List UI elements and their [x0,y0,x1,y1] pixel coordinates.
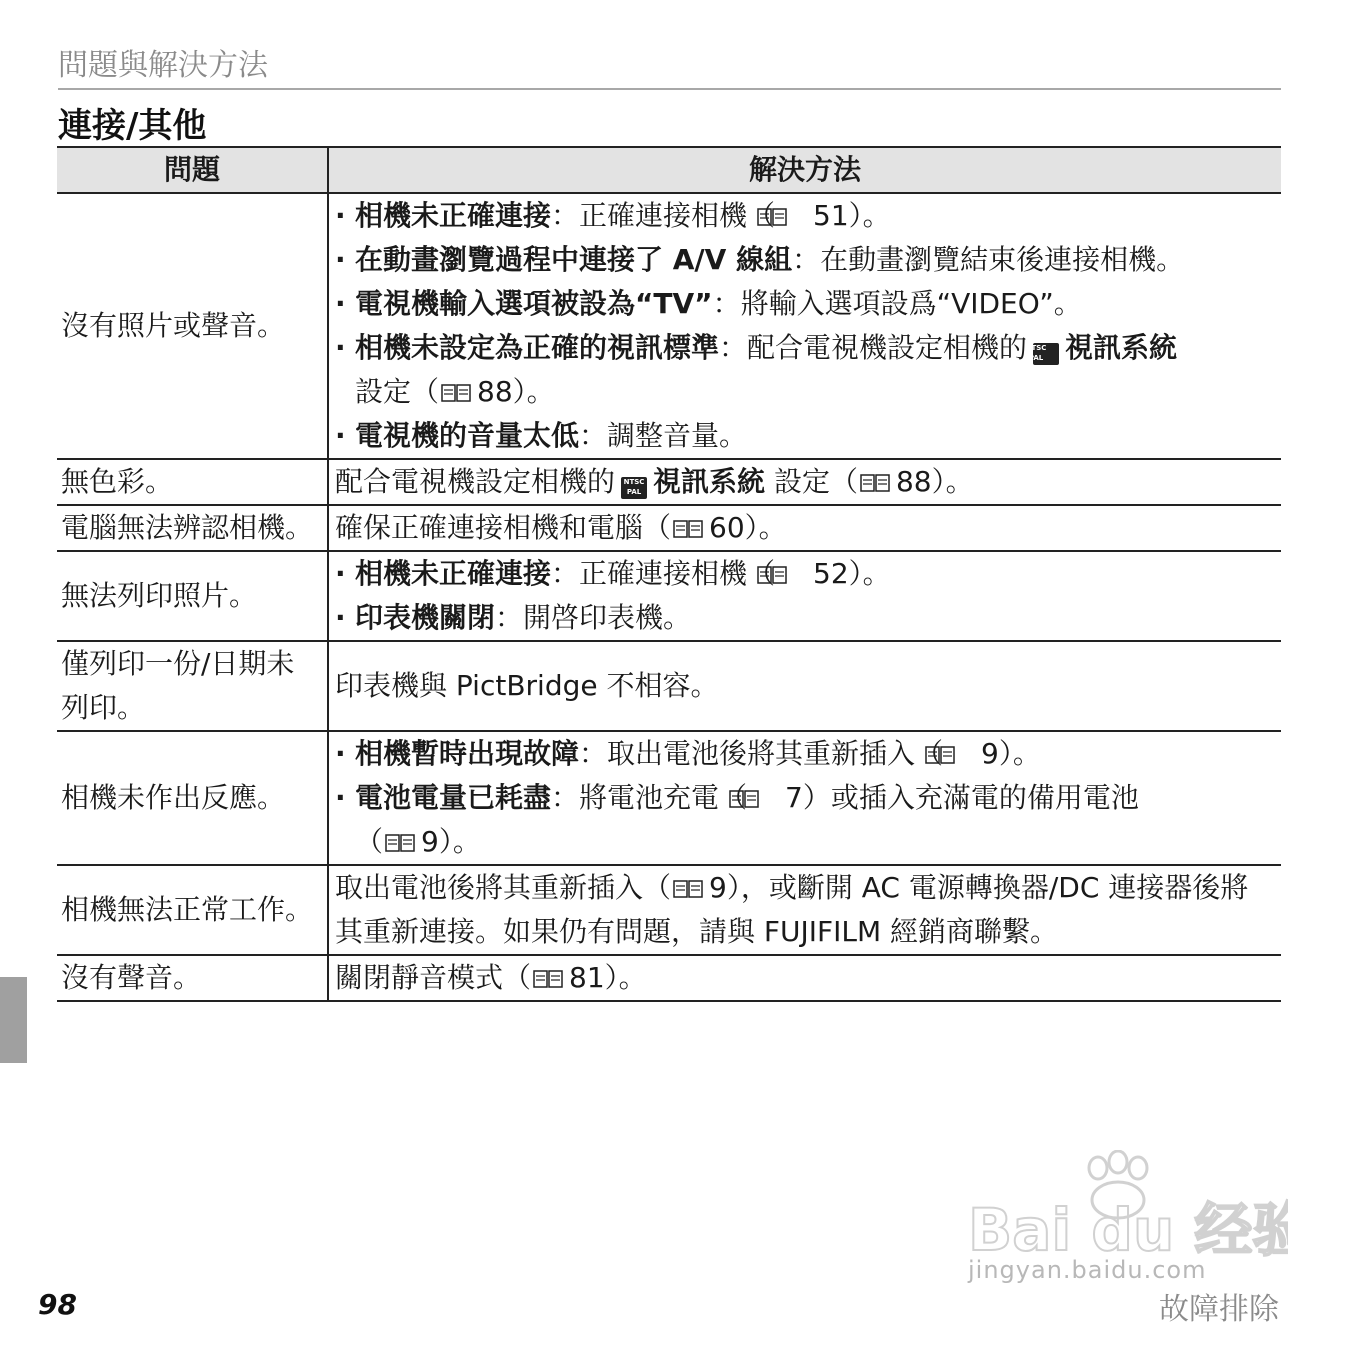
solution-cell [328,731,1281,865]
book-reference-icon [777,554,807,574]
problem-cell: 沒有照片或聲音。 [57,193,328,459]
problem-cell: 相機未作出反應。 [57,731,328,865]
watermark-url: jingyan.baidu.com [968,1256,1207,1284]
solution-cell [328,193,1281,459]
table-row [57,193,1281,459]
table-row [57,731,1281,865]
solution-cell [328,551,1281,641]
watermark-brand: Bai du 经验 [968,1196,1288,1264]
solution-cell: 取出電池後將其重新插入（ 9），或斷開 AC 電源轉換器/DC 連接器後將其重新連接。如果仍有問題，請與 FUJIFILM 經銷商聯繫。 [328,865,1281,955]
book-reference-icon [533,958,563,978]
chapter-thumb-tab [0,977,27,1063]
column-header-solution: 解決方法 [328,147,1281,193]
book-reference-icon [673,868,703,888]
table-row [57,551,1281,641]
table-row [57,459,1281,505]
running-header-title: 問題與解決方法 [58,48,268,83]
solution-item-continuation: 設定（ 88）。 [335,370,1275,414]
problem-cell: 相機無法正常工作。 [57,865,328,955]
ntsc-pal-icon: NTSC PAL [621,477,647,499]
book-reference-icon [777,196,807,216]
table-row [57,865,1281,955]
solution-cell: 印表機與 PictBridge 不相容。 [328,641,1281,731]
book-reference-icon [441,372,471,392]
problem-cell: 無色彩。 [57,459,328,505]
solution-cell: 關閉靜音模式（ 81）。 [328,955,1281,1001]
solution-item: · 印表機關閉：開啓印表機。 [335,596,1275,640]
solution-item: · 相機未設定為正確的視訊標準：配合電視機設定相機的 NTSC PAL 視訊系統 [335,326,1275,370]
solution-item: · 相機暫時出現故障：取出電池後將其重新插入（ 9）。 [335,732,1275,776]
problem-cell: 無法列印照片。 [57,551,328,641]
book-reference-icon [749,778,779,798]
solution-cell: 確保正確連接相機和電腦（ 60）。 [328,505,1281,551]
book-reference-icon [945,734,975,754]
section-title: 連接/其他 [58,106,207,146]
ntsc-pal-icon: NTSC PAL [1033,343,1059,365]
solution-item: · 相機未正確連接：正確連接相機（ 51）。 [335,194,1275,238]
problem-cell: 電腦無法辨認相機。 [57,505,328,551]
problem-cell: 僅列印一份/日期未列印。 [57,641,328,731]
solution-item: · 相機未正確連接：正確連接相機（ 52）。 [335,552,1275,596]
table-row [57,505,1281,551]
problem-cell: 沒有聲音。 [57,955,328,1001]
solution-cell: 配合電視機設定相機的 NTSC PAL 視訊系統 設定（ 88）。 [328,459,1281,505]
solution-item: · 在動畫瀏覽過程中連接了 A/V 線組：在動畫瀏覽結束後連接相機。 [335,238,1275,282]
solution-item: · 電視機的音量太低：調整音量。 [335,414,1275,458]
page-number: 98 [38,1288,77,1321]
solution-item-continuation: （ 9）。 [335,820,1275,864]
column-header-problem: 問題 [57,147,328,193]
book-reference-icon [860,462,890,482]
header-rule [58,88,1281,90]
solution-item: · 電視機輸入選項被設為“TV”：將輸入選項設爲“VIDEO”。 [335,282,1275,326]
table-row [57,641,1281,731]
book-reference-icon [385,822,415,842]
footer-section-label: 故障排除 [1159,1292,1279,1327]
book-reference-icon [673,508,703,528]
table-header-row [57,147,1281,193]
troubleshooting-table [57,146,1281,1002]
table-row [57,955,1281,1001]
solution-item: · 電池電量已耗盡：將電池充電（ 7）或插入充滿電的備用電池 [335,776,1275,820]
